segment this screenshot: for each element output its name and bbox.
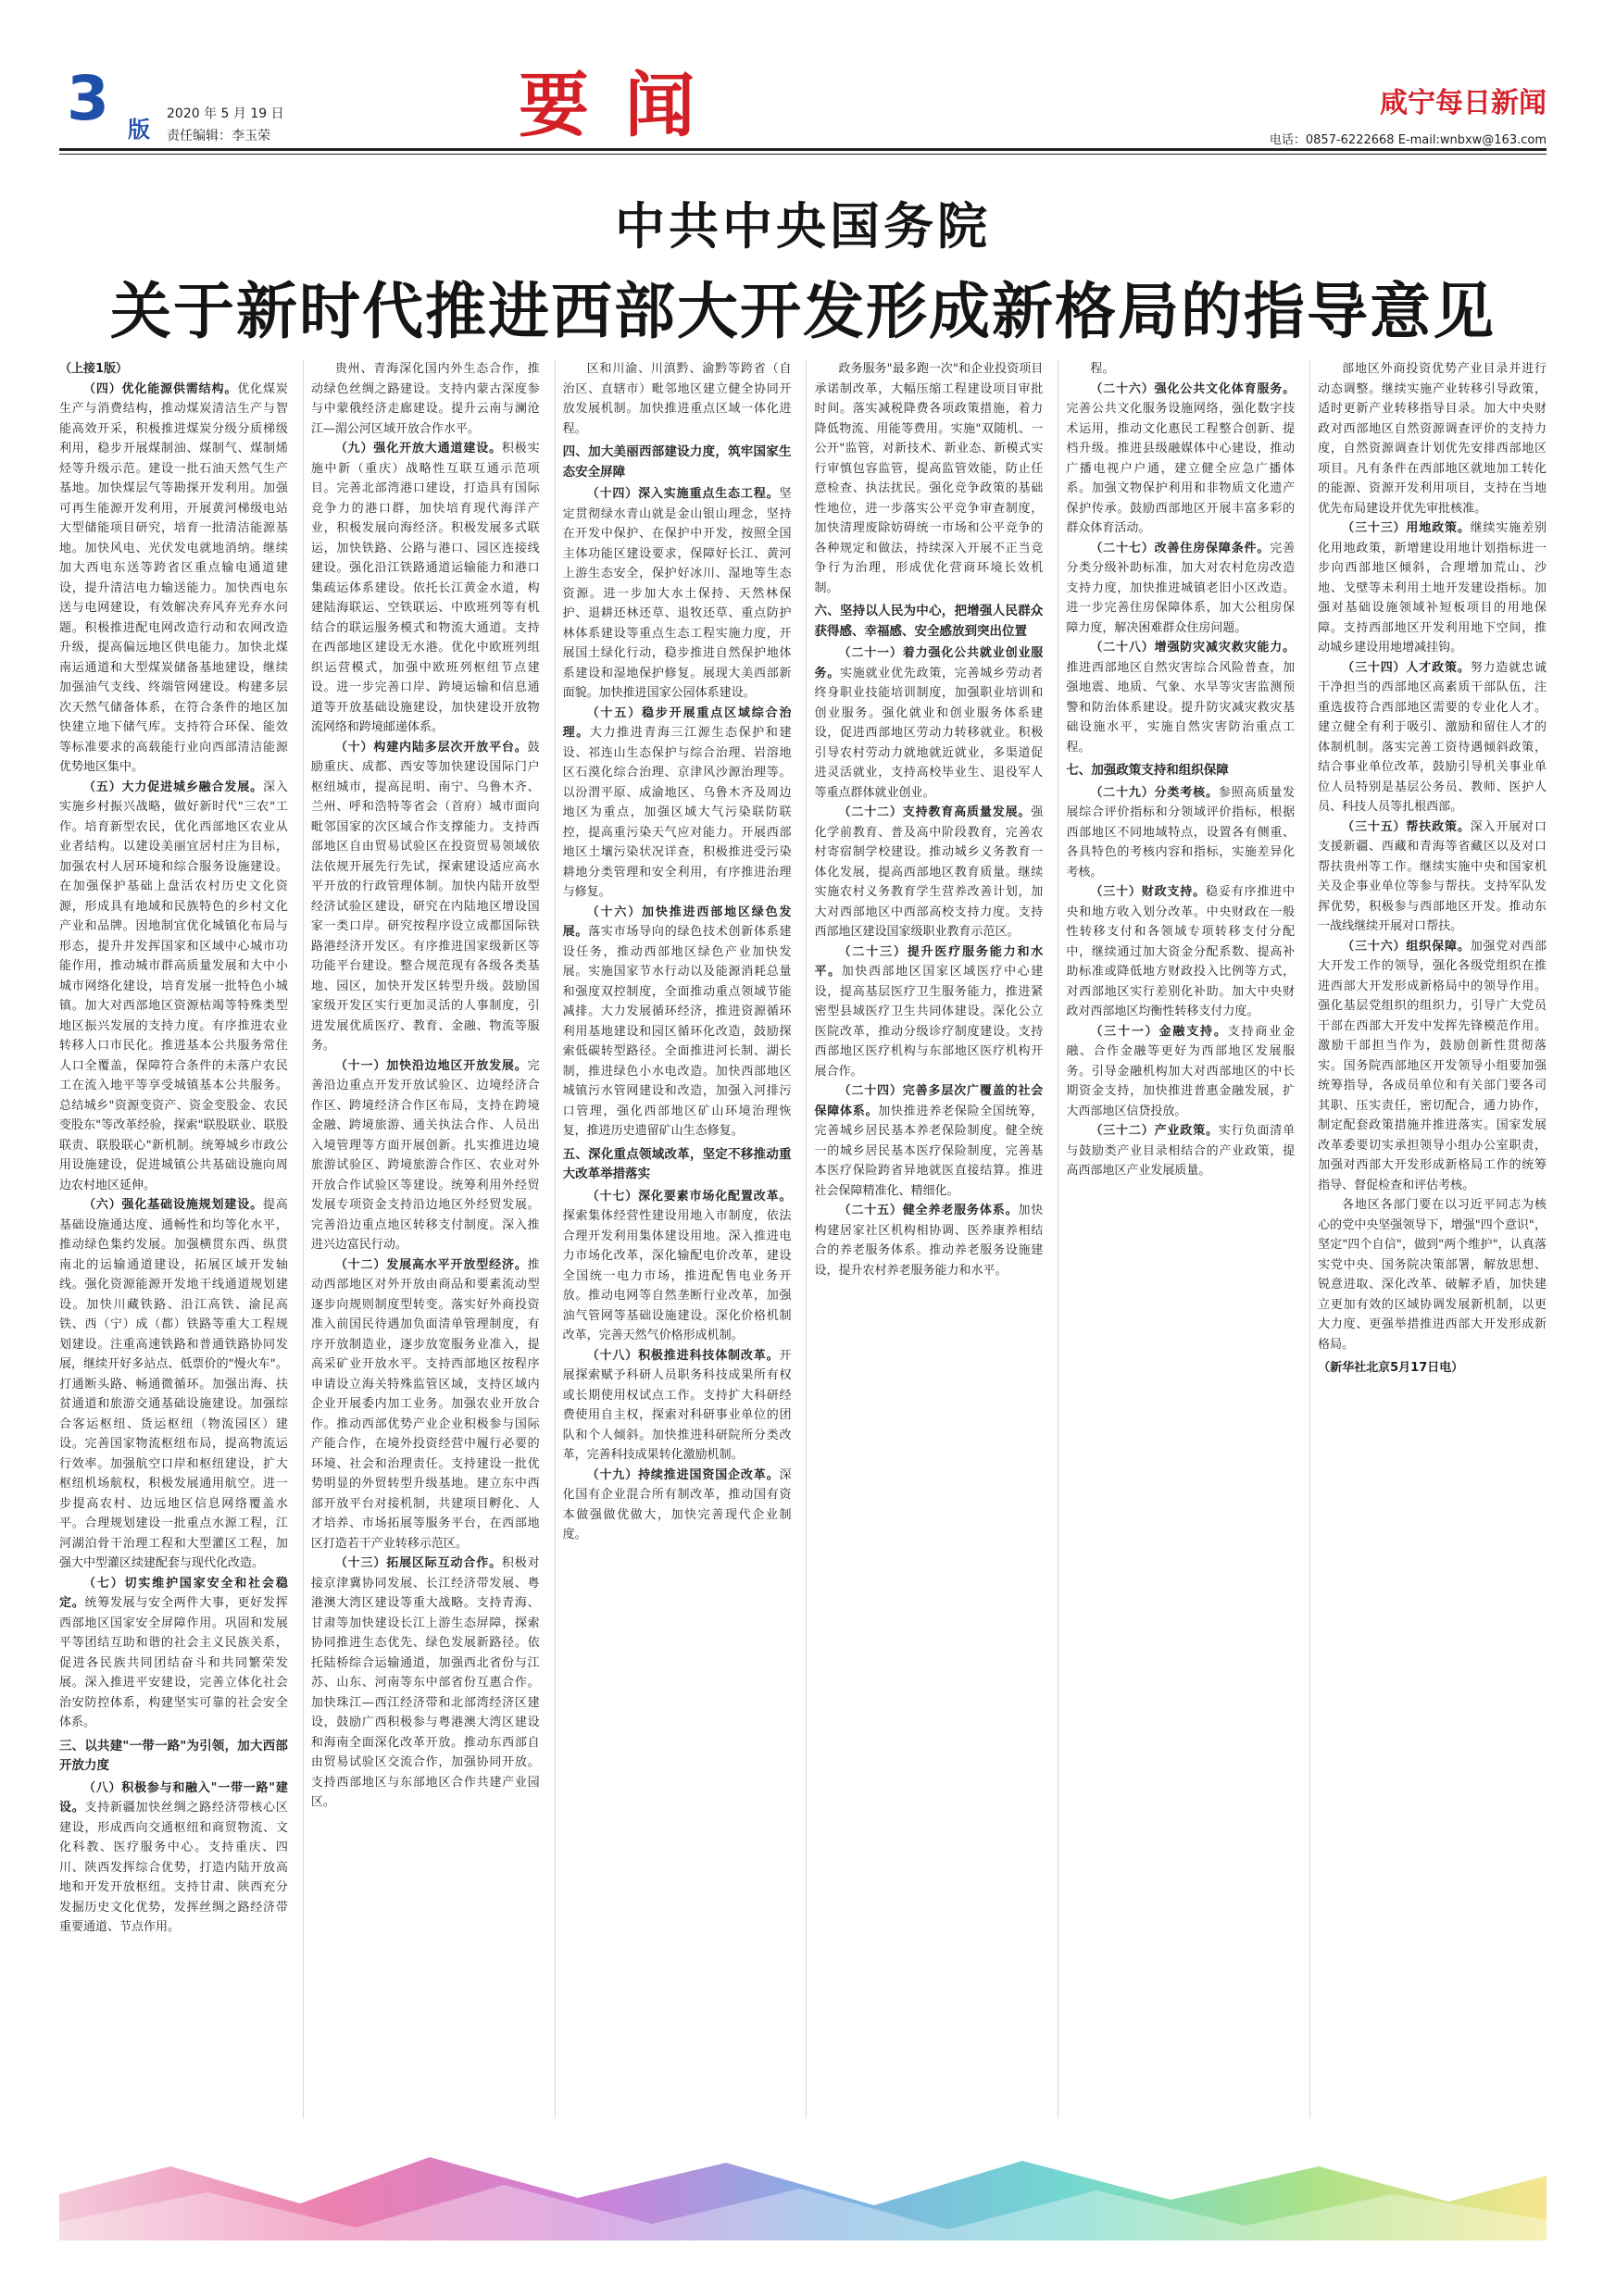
article-paragraph — [563, 484, 792, 704]
paragraph-label: （二十六）强化公共文化体育服务。 — [1090, 381, 1296, 396]
paragraph-label: （二十八）增强防灾减灾救灾能力。 — [1090, 641, 1296, 655]
article-paragraph — [1066, 1022, 1295, 1122]
article-paragraph — [814, 643, 1043, 803]
paragraph-text: 积极实施中新（重庆）战略性互联互通示范项目。完善北部湾港口建设，打造具有国际竞争力的港口群，加快培育现代海洋产业，积极发展向海经济。积极发展多式联运，加快铁路、公路与港口、园区连接线建设。强化沿江铁路通道运输能力和港口集疏运体系建设。依托长江黄金水道，构建陆海联运、空铁联运、中欧班列等有机结合的联运服务模式和物流大通道。支持在西部地区建设无水港。优化中欧班列组织运营模式，加强中欧班列枢纽节点建设。进一步完善口岸、跨境运输和信息通道等开放基础设施建设，加快建设开放物流网络和跨境邮递体系。 — [310, 442, 540, 734]
article-paragraph — [1066, 783, 1295, 883]
article-paragraph — [1318, 518, 1547, 658]
paragraph-label: （四）优化能源供需结构。 — [83, 381, 238, 396]
paragraph-label: （十九）持续推进国资国企改革。 — [586, 1467, 780, 1482]
paragraph-text: 统筹发展与安全两件大事，更好发挥西部地区国家安全屏障作用。巩固和发展平等团结互助和谐的社会主义民族关系，促进各民族共同团结奋斗和共同繁荣发展。深入推进平安建设，完善立体化社会治安防控体系，构建坚实可靠的社会安全体系。 — [59, 1596, 288, 1729]
headline — [59, 194, 1547, 352]
paragraph-text: 努力造就忠诚干净担当的西部地区高素质干部队伍，注重选拔符合西部地区需要的专业化人才。建立健全有利于吸引、激励和留住人才的体制机制。落实完善工资待遇倾斜政策，结合事业单位改革，鼓励引导机关事业单位人员特别是基层公务员、教师、医护人员、科技人员等扎根西部。 — [1318, 660, 1547, 814]
headline-kicker: 中共中央国务院 — [615, 197, 991, 256]
decorative-footer-band — [59, 2139, 1547, 2240]
paragraph-text: 稳妥有序推进中央和地方收入划分改革。中央财政在一般性转移支付和各领域专项转移支付分配中，继续通过加大资金分配系数、提高补助标准或降低地方财政投入比例等方式，对西部地区实行差别化补助。加大中央财政对西部地区均衡性转移支付力度。 — [1066, 885, 1296, 1018]
paragraph-label: （十七）深化要素市场化配置改革。 — [586, 1189, 792, 1204]
footer-graphic — [59, 2139, 1547, 2240]
article-paragraph — [814, 942, 1043, 1082]
paragraph-label: （二十九）分类考核。 — [1090, 785, 1219, 800]
article-column — [1309, 359, 1547, 2118]
section-subhead: 五、深化重点领域改革，坚定不移推动重大改革举措落实 — [562, 1146, 792, 1181]
article-body — [59, 359, 1547, 2118]
paragraph-label: （二十二）支持教育高质量发展。 — [838, 805, 1032, 819]
paragraph-text: 支持新疆加快丝绸之路经济带核心区建设，形成西向交通枢纽和商贸物流、文化科教、医疗服务中心。支持重庆、四川、陕西发挥综合优势，打造内陆开放高地和开发开放枢纽。支持甘肃、陕西充分发掘历史文化优势，发挥丝绸之路经济带重要通道、节点作用。 — [59, 1801, 288, 1934]
editor-credit: 责任编辑：李玉荣 — [167, 129, 270, 144]
paragraph-label: （五）大力促进城乡融合发展。 — [83, 780, 263, 794]
paragraph-text: 积极对接京津冀协同发展、长江经济带发展、粤港澳大湾区建设等重大战略。支持青海、甘肃等加快建设长江上游生态屏障，探索协同推进生态优先、绿色发展新路径。依托陆桥综合运输通道，加强西北省份与江苏、山东、河南等东中部省份互惠合作。加快珠江—西江经济带和北部湾经济区建设，鼓励广西积极参与粤港澳大湾区建设和海南全面深化改革开放。推动东西部自由贸易试验区交流合作，加强协同开放。支持西部地区与东部地区合作共建产业园区。 — [310, 1556, 540, 1809]
article-paragraph — [1066, 638, 1295, 757]
paper-name: 咸宁每日新闻 — [1380, 87, 1547, 119]
article-paragraph — [59, 380, 288, 778]
paragraph-text: 深入实施乡村振兴战略，做好新时代"三农"工作。培育新型农民，优化西部地区农业从业者结构。以建设美丽宜居村庄为目标，加强农村人居环境和综合服务设施建设。在加强保护基础上盘活农村历史文化资源，形成具有地域和民族特色的乡村文化产业和品牌。因地制宜优化城镇化布局与形态，提升并发挥国家和区域中心城市功能作用，推动城市群高质量发展和大中小城市网络化建设，培育发展一批特色小城镇。加大对西部地区资源枯竭等特殊类型地区振兴发展的支持力度。有序推进农业转移人口市民化。推进基本公共服务常住人口全覆盖，保障符合条件的未落户农民工在流入地平等享受城镇基本公共服务。总结城乡"资源变资产、资金变股金、农民变股东"等改革经验，探索"联股联业、联股联责、联股联心"新机制。统筹城乡市政公用设施建设，促进城镇公共基础设施向周边农村地区延伸。 — [59, 780, 288, 1192]
article-column — [59, 359, 288, 2118]
paragraph-label: （十六）加快推进西部地区绿色发展。 — [562, 905, 792, 939]
paragraph-text: 加强党对西部大开发工作的领导，强化各级党组织在推进西部大开发形成新格局中的领导作用。强化基层党组织的组织力，引导广大党员干部在西部大开发中发挥先锋模范作用。激励干部担当作为，鼓励创新性贯彻落实。国务院西部地区开发领导小组要加强统筹指导，各成员单位和有关部门要各司其职、压实责任，密切配合，通力协作，制定配套政策措施并推进落实。国家发展改革委要切实承担领导小组办公室职责，加强对西部大开发形成新格局工作的统筹指导、督促检查和评估考核。 — [1318, 939, 1547, 1192]
paragraph-label: （十五）稳步开展重点区域综合治理。 — [562, 705, 792, 740]
paragraph-text: 贵州、青海深化国内外生态合作，推动绿色丝绸之路建设。支持内蒙古深度参与中蒙俄经济走廊建设。提升云南与澜沧江—湄公河区域开放合作水平。 — [310, 362, 540, 436]
article-paragraph — [311, 359, 540, 439]
article-paragraph — [59, 1195, 288, 1574]
article-paragraph — [814, 1201, 1043, 1280]
article-paragraph — [563, 1466, 792, 1545]
paragraph-label: （三十二）产业政策。 — [1090, 1124, 1219, 1138]
paragraph-text: 落实市场导向的绿色技术创新体系建设任务，推动西部地区绿色产业加快发展。实施国家节水行动以及能源消耗总量和强度双控制度，全面推动重点领域节能减排。大力发展循环经济，推进资源循环利用基地建设和园区循环化改造，鼓励探索低碳转型路径。全面推进河长制、湖长制，推进绿色小水电改造。加快西部地区城镇污水管网建设和改造，加强入河排污口管理，强化西部地区矿山环境治理恢复，推进历史遗留矿山生态修复。 — [562, 925, 792, 1138]
paragraph-text: 区和川渝、川滇黔、渝黔等跨省（自治区、直辖市）毗邻地区建立健全协同开放发展机制。加快推进重点区域一体化进程。 — [562, 362, 792, 436]
article-paragraph — [311, 1554, 540, 1813]
article-paragraph — [563, 903, 792, 1142]
article-paragraph — [814, 803, 1043, 942]
masthead-divider — [59, 148, 1547, 151]
paragraph-text: 参照高质量发展综合评价指标和分领域评价指标，根据西部地区不同地域特点，设置各有侧重、各具特色的考核内容和指标，实施差异化考核。 — [1066, 785, 1296, 880]
article-paragraph — [563, 1346, 792, 1466]
article-column — [303, 359, 540, 2118]
article-paragraph — [311, 1056, 540, 1255]
article-paragraph — [1066, 539, 1295, 639]
paragraph-text: 大力推进青海三江源生态保护和建设、祁连山生态保护与综合治理、岩溶地区石漠化综合治理、京津风沙源治理等。以汾渭平原、成渝地区、乌鲁木齐及周边地区为重点，加强区域大气污染联防联控，提高重污染天气应对能力。开展西部地区土壤污染状况详查，积极推进受污染耕地分类管理和安全利用，有序推进治理与修复。 — [562, 726, 792, 899]
article-paragraph — [1066, 359, 1295, 380]
masthead-divider-thin — [59, 154, 1547, 155]
article-column — [555, 359, 792, 2118]
paragraph-label: （三十五）帮扶政策。 — [1342, 819, 1471, 834]
contact-info: 电话：0857-6222668 E-mail:wnbxw@163.com — [1269, 133, 1547, 147]
paragraph-text: 鼓励重庆、成都、西安等加快建设国际门户枢纽城市，提高昆明、南宁、乌鲁木齐、兰州、呼和浩特等省会（首府）城市面向毗邻国家的次区域合作支撑能力。支持西部地区自由贸易试验区在投资贸易领域依法依规开展先行先试，探索建设适应高水平开放的行政管理体制。加快内陆开放型经济试验区建设，研究在内陆地区增设国家一类口岸。研究按程序设立成都国际铁路港经济开发区。有序推进国家级新区等功能平台建设。整合规范现有各级各类基地、园区，加快开发区转型升级。鼓励国家级开发区实行更加灵活的人事制度，引进发展优质医疗、教育、金融、物流等服务。 — [310, 740, 540, 1053]
paragraph-label: （三十一）金融支持。 — [1090, 1024, 1228, 1039]
article-paragraph — [311, 439, 540, 738]
paragraph-text: 完善分类分级补助标准，加大对农村危房改造支持力度，加快推进城镇老旧小区改造。进一步完善住房保障体系，加大公租房保障力度，解决困难群众住房问题。 — [1066, 541, 1296, 635]
paragraph-label: （二十三）提升医疗服务能力和水平。 — [814, 944, 1044, 979]
article-paragraph — [59, 778, 288, 1196]
article-paragraph — [1066, 882, 1295, 1022]
paragraph-label: （十三）拓展区际互动合作。 — [334, 1556, 502, 1570]
paragraph-text: 政务服务"最多跑一次"和企业投资项目承诺制改革，大幅压缩工程建设项目审批时间。落实减税降费各项政策措施，着力降低物流、用能等费用。实施"双随机、一公开"监管，对新技术、新业态、新模式实行审慎包容监管，提高监管效能，防止任意检查、执法扰民。强化竞争政策的基础性地位，进一步落实公平竞争审查制度，加快清理废除妨碍统一市场和公平竞争的各种规定和做法，持续深入开展不正当竞争行为治理，形成优化营商环境长效机制。 — [814, 362, 1044, 595]
article-paragraph — [563, 359, 792, 439]
paragraph-text: 深入开展对口支援新疆、西藏和青海等省藏区以及对口帮扶贵州等工作。继续实施中央和国家机关及企事业单位等参与帮扶。支持军队发挥优势，积极参与西部地区开发。推动东一战线继续开展对口帮扶。 — [1318, 819, 1547, 933]
paragraph-text: 实行负面清单与鼓励类产业目录相结合的产业政策，提高西部地区产业发展质量。 — [1066, 1124, 1296, 1178]
paragraph-label: （三十）财政支持。 — [1090, 885, 1206, 899]
paragraph-label: （十一）加快沿边地区开放发展。 — [334, 1058, 528, 1073]
paragraph-label: （十）构建内陆多层次开放平台。 — [334, 740, 528, 755]
paragraph-text: 程。 — [1090, 362, 1115, 376]
paragraph-text: 推动西部地区对外开放由商品和要素流动型逐步向规则制度型转变。落实好外商投资准入前国民待遇加负面清单管理制度，有序开放制造业，逐步放宽服务业准入，提高采矿业开放水平。支持西部地区按程序申请设立海关特殊监管区域，支持区域内企业开展委内加工业务。加强农业开放合作。推动西部优势产业企业积极参与国际产能合作，在境外投资经营中履行必要的环境、社会和治理责任。支持建设一批优势明显的外贸转型升级基地。建立东中西部开放平台对接机制，共建项目孵化、人才培养、市场拓展等服务平台，在西部地区打造若干产业转移示范区。 — [310, 1257, 540, 1551]
paragraph-label: （十八）积极推进科技体制改革。 — [586, 1348, 780, 1363]
paragraph-label: （二十一）着力强化公共就业创业服务。 — [814, 646, 1044, 680]
section-subhead: 七、加强政策支持和组织保障 — [1066, 763, 1229, 778]
section-title — [519, 61, 1074, 146]
section-subhead: 六、坚持以人民为中心，把增强人民群众获得感、幸福感、安全感放到突出位置 — [814, 604, 1044, 639]
page-suffix: 版 — [128, 117, 150, 143]
paragraph-text: 优化煤炭生产与消费结构，推动煤炭清洁生产与智能高效开采，积极推进煤炭分级分质梯级利用，稳步开展煤制油、煤制气、煤制烯烃等升级示范。建设一批石油天然气生产基地。加快煤层气等勘探开发利用。加强可再生能源开发利用，开展黄河梯级电站大型储能项目研究，培育一批清洁能源基地。加快风电、光伏发电就地消纳。继续加大西电东送等跨省区重点输电通道建设，提升清洁电力输送能力。加快西电东送与电网建设，有效解决弃风弃光弃水问题。积极推进配电网改造行动和农网改造升级，提高偏远地区供电能力。加快北煤南运通道和大型煤炭储备基地建设，继续加强油气支线、终端管网建设。构建多层次天然气储备体系，在符合条件的地区加快建立地下储气库。支持符合环保、能效等标准要求的高载能行业向西部清洁能源优势地区集中。 — [59, 381, 288, 774]
paragraph-label: （七）切实维护国家安全和社会稳定。 — [59, 1576, 288, 1610]
paragraph-text: 强化学前教育、普及高中阶段教育，完善农村寄宿制学校建设。推动城乡义务教育一体化发展，提高西部地区教育质量。继续实施农村义务教育学生营养改善计划，加大对西部地区中西部高校支持力度。支持西部地区建设国家级职业教育示范区。 — [814, 805, 1044, 939]
article-paragraph — [59, 1574, 288, 1733]
masthead — [0, 0, 1603, 157]
article-paragraph — [1318, 817, 1547, 937]
paragraph-text: 实施就业优先政策，完善城乡劳动者终身职业技能培训制度，加强职业培训和创业服务。强化就业和创业服务体系建设，促进西部地区劳动力转移就业。积极引导农村劳动力就地就近就业，多渠道促进灵活就业，支持高校毕业生、退役军人等重点群体就业创业。 — [814, 666, 1044, 800]
paragraph-text: 推进西部地区自然灾害综合风险普查，加强地震、地质、气象、水旱等灾害监测预警和防治体系建设。提升防灾减灾救灾基础设施水平，实施自然灾害防治重点工程。 — [1066, 660, 1296, 755]
article-paragraph — [1318, 359, 1547, 518]
paragraph-text: 各地区各部门要在以习近平同志为核心的党中央坚强领导下，增强"四个意识"，坚定"四个自信"，做到"两个维护"，认真落实党中央、国务院决策部署，解放思想、锐意进取、深化改革、破解矛盾，加快建立更加有效的区域协调发展新机制，以更大力度、更强举措推进西部大开发形成新格局。 — [1318, 1198, 1547, 1352]
paragraph-text: 探索集体经营性建设用地入市制度，依法合理开发利用集体建设用地。深入推进电力市场化改革，深化输配电价改革，建设全国统一电力市场，推进配售电业务开放。推动电网等自然垄断行业改革，加强油气管网等基础设施建设。深化价格机制改革，完善天然气价格形成机制。 — [562, 1209, 792, 1342]
article-column — [806, 359, 1043, 2118]
paragraph-text: 加快西部地区国家区域医疗中心建设，提高基层医疗卫生服务能力，推进紧密型县域医疗卫生共同体建设。深化公立医院改革，推动分级诊疗制度建设。支持西部地区医疗机构与东部地区医疗机构开展合作。 — [814, 965, 1044, 1079]
headline-main: 关于新时代推进西部大开发形成新格局的指导意见 — [110, 276, 1496, 347]
paragraph-text: 加快推进养老保险全国统筹，完善城乡居民基本养老保险制度。健全统一的城乡居民基本医疗保险制度，完善基本医疗保险跨省异地就医直接结算。推进社会保障精准化、精细化。 — [814, 1104, 1044, 1198]
article-paragraph — [1318, 658, 1547, 817]
section-subhead: 三、以共建"一带一路"为引领，加大西部开放力度 — [59, 1738, 288, 1773]
paragraph-text: 支持商业金融、合作金融等更好为西部地区发展服务。引导金融机构加大对西部地区的中长期资金支持，加快推进普惠金融发展，扩大西部地区信贷投放。 — [1066, 1024, 1296, 1118]
paragraph-label: （八）积极参与和融入"一带一路"建设。 — [59, 1780, 288, 1815]
paragraph-text: 部地区外商投资优势产业目录并进行动态调整。继续实施产业转移引导政策，适时更新产业转移指导目录。加大中央财政对西部地区自然资源调查评价的支持力度，自然资源调查计划优先安排西部地区项目。凡有条件在西部地区就地加工转化的能源、资源开发利用项目，支持在当地优先布局建设并优先审批核准。 — [1318, 362, 1547, 516]
news-credit: （新华社北京5月17日电） — [1318, 1361, 1464, 1375]
continued-note: （上接1版） — [59, 362, 129, 376]
page-number: 3 — [67, 63, 109, 134]
article-paragraph — [814, 1081, 1043, 1201]
article-paragraph — [311, 1255, 540, 1554]
paragraph-label: （二十四）完善多层次广覆盖的社会保障体系。 — [814, 1084, 1044, 1118]
paragraph-text: 完善公共文化服务设施网络，强化数字技术运用，推动文化惠民工程整合创新、提档升级。推进县级融媒体中心建设，推动广播电视户户通，建立健全应急广播体系。加强文物保护利用和非物质文化遗产保护传承。鼓励西部地区开展丰富多彩的群众体育活动。 — [1066, 402, 1296, 535]
paragraph-label: （三十四）人才政策。 — [1342, 660, 1471, 675]
article-paragraph — [563, 1187, 792, 1346]
article-paragraph — [1318, 1195, 1547, 1354]
paragraph-label: （十四）深入实施重点生态工程。 — [586, 487, 780, 501]
paragraph-text: 继续实施差别化用地政策，新增建设用地计划指标进一步向西部地区倾斜，合理增加荒山、沙地、戈壁等未利用土地开发建设指标。加强对基础设施领域补短板项目的用地保障。支持西部地区开发利用地下空间，推动城乡建设用地增减挂钩。 — [1318, 521, 1547, 655]
paragraph-text: 坚定贯彻绿水青山就是金山银山理念，坚持在开发中保护、在保护中开发，按照全国主体功能区建设要求，保障好长江、黄河上游生态安全，保护好冰川、湿地等生态资源。进一步加大水土保持、天然林保护、退耕还林还草、退牧还草、重点防护林体系建设等重点生态工程实施力度，开展国土绿化行动，稳步推进自然保护地体系建设和湿地保护修复。展现大美西部新面貌。加快推进国家公园体系建设。 — [562, 487, 792, 700]
article-paragraph — [1318, 937, 1547, 1196]
article-paragraph — [59, 1778, 288, 1938]
paragraph-label: （三十六）组织保障。 — [1342, 939, 1471, 954]
paragraph-text: 深化国有企业混合所有制改革，推动国有资本做强做优做大，加快完善现代企业制度。 — [562, 1467, 792, 1541]
section-subhead: 四、加大美丽西部建设力度，筑牢国家生态安全屏障 — [562, 444, 792, 480]
paragraph-label: （十二）发展高水平开放型经济。 — [334, 1257, 528, 1272]
paragraph-label: （二十七）改善住房保障条件。 — [1090, 541, 1271, 555]
paragraph-text: 加快构建居家社区机构相协调、医养康养相结合的养老服务体系。推动养老服务设施建设，提升农村养老服务能力和水平。 — [814, 1204, 1044, 1278]
paragraph-label: （六）强化基础设施规划建设。 — [83, 1198, 263, 1212]
article-paragraph — [1066, 380, 1295, 539]
article-paragraph — [563, 704, 792, 903]
paragraph-text: 提高基础设施通达度、通畅性和均等化水平，推动绿色集约发展。加强横贯东西、纵贯南北的运输通道建设，拓展区域开发轴线。强化资源能源开发地干线通道规划建设。加快川藏铁路、沿江高铁、渝昆高铁、西（宁）成（都）铁路等重大工程规划建设。注重高速铁路和普通铁路协同发展，继续开好多站点、低票价的"慢火车"。打通断头路、畅通微循环。加强出海、扶贫通道和旅游交通基础设施建设。加强综合客运枢纽、货运枢纽（物流园区）建设。完善国家物流枢纽布局，提高物流运行效率。加强航空口岸和枢纽建设，扩大枢纽机场航权，积极发展通用航空。进一步提高农村、边远地区信息网络覆盖水平。合理规划建设一批重点水源工程，江河湖泊骨干治理工程和大型灌区工程，加强大中型灌区续建配套与现代化改造。 — [59, 1198, 288, 1570]
paragraph-text: 开展探索赋予科研人员职务科技成果所有权或长期使用权试点工作。支持扩大科研经费使用自主权，探索对科研事业单位的团队和个人倾斜。加快推进科研院所分类改革，完善科技成果转化激励机制。 — [562, 1348, 792, 1462]
paragraph-label: （九）强化开放大通道建设。 — [334, 442, 502, 455]
issue-date: 2020 年 5 月 19 日 — [167, 106, 284, 121]
paragraph-text: 完善沿边重点开发开放试验区、边境经济合作区、跨境经济合作区布局，支持在跨境金融、跨境旅游、通关执法合作、人员出入境管理等方面开展创新。扎实推进边境旅游试验区、跨境旅游合作区、农业对外开放合作试验区等建设。统筹利用外经贸发展专项资金支持沿边地区外经贸发展。完善沿边重点地区转移支付制度。深入推进兴边富民行动。 — [310, 1058, 540, 1252]
section-title-text: 要 闻 — [519, 63, 701, 146]
article-paragraph — [311, 738, 540, 1056]
paragraph-label: （三十三）用地政策。 — [1342, 521, 1471, 535]
article-paragraph — [814, 359, 1043, 598]
article-paragraph — [1066, 1121, 1295, 1181]
article-column — [1058, 359, 1295, 2118]
paragraph-label: （二十五）健全养老服务体系。 — [838, 1204, 1019, 1217]
